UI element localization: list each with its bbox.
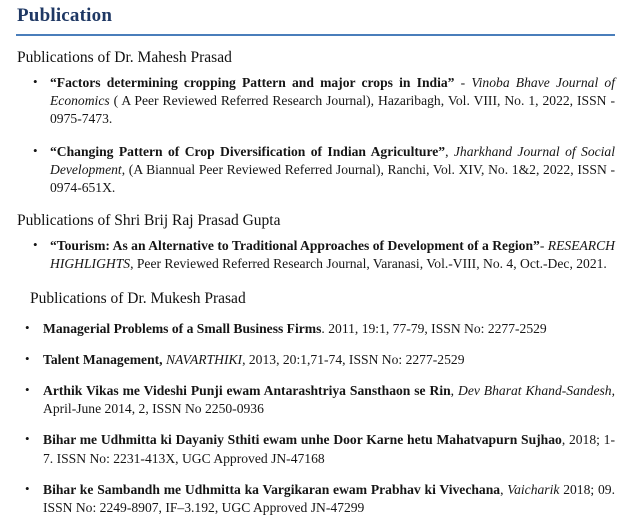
bullet-icon: • <box>25 382 30 398</box>
publication-section <box>16 289 615 518</box>
publication-item <box>16 143 615 198</box>
publication-text-bold: Managerial Problems of a Small Business Firms <box>43 320 322 336</box>
publication-text-regular: , <box>500 481 508 497</box>
publication-text-italic: RESEARCH HIGHLIGHTS <box>50 238 615 272</box>
publication-text-regular: , <box>445 143 454 159</box>
publication-text-regular: , (A Biannual Peer Reviewed Referred Journal), Ranchi, Vol. XIV, No. 1&2, 2022, ISSN - 0974-651X. <box>50 161 615 196</box>
publication-text-regular: . 2011, 19:1, 77-79, ISSN No: 2277-2529 <box>321 320 547 336</box>
publication-text-regular: , 2013, 20:1,71-74, ISSN No: 2277-2529 <box>242 351 465 367</box>
publication-text-bold: Bihar ke Sambandh me Udhmitta ka Vargikaran ewam Prabhav ki Vivechana <box>43 481 501 497</box>
publication-text-italic: Vaicharik <box>507 481 560 497</box>
bullet-icon: • <box>33 142 38 158</box>
bullet-icon: • <box>25 480 30 496</box>
publication-item <box>16 481 615 517</box>
publication-text-bold: Talent Management, <box>43 351 163 367</box>
publication-text-bold: “Changing Pattern of Crop Diversification of Indian Agriculture” <box>50 143 446 159</box>
publication-text-regular: - <box>539 238 548 254</box>
publication-text-regular: , April-June 2014, 2, ISSN No 2250-0936 <box>43 383 615 417</box>
publication-item <box>16 74 615 129</box>
publication-list <box>16 74 615 197</box>
publication-text-bold: Bihar me Udhmitta ki Dayaniy Sthiti ewam unhe Door Karne hetu Mahatvapurn Sujhao <box>43 432 562 448</box>
publication-text-italic: Jharkhand Journal of Social Development <box>50 143 615 177</box>
publication-item <box>16 320 615 338</box>
bullet-icon: • <box>33 74 38 89</box>
publication-section <box>16 48 615 197</box>
section-heading: Publications of Dr. Mukesh Prasad <box>30 289 246 307</box>
publication-list <box>16 237 615 273</box>
publication-text-bold: “Tourism: As an Alternative to Traditional Approaches of Development of a Region” <box>50 238 540 254</box>
bullet-icon: • <box>25 431 30 447</box>
publication-text-regular: ( A Peer Reviewed Referred Research Journal), Hazaribagh, Vol. VIII, No. 1, 2022, ISSN - 0975-7473. <box>50 93 615 127</box>
publication-item <box>16 351 615 369</box>
section-heading: Publications of Dr. Mahesh Prasad <box>17 49 232 66</box>
publication-text-regular: 2018; 09. ISSN No: 2249-8907, IF–3.192, UGC Approved JN-47299 <box>43 481 615 516</box>
bullet-icon: • <box>25 319 30 335</box>
publication-item <box>16 382 615 418</box>
publication-list <box>16 320 615 518</box>
publication-text-italic: Dev Bharat Khand-Sandesh <box>458 383 612 399</box>
publication-text-regular: , <box>450 383 458 399</box>
publication-text-regular: - <box>454 75 472 90</box>
bullet-icon: • <box>33 237 38 253</box>
publication-text-bold: Arthik Vikas me Videshi Punji ewam Antarashtriya Sansthaon se Rin <box>43 383 451 399</box>
publication-item <box>16 237 615 273</box>
publication-text-regular: , 2018; 1-7. ISSN No: 2231-413X, UGC Approved JN-47168 <box>43 432 615 466</box>
publication-text-italic: NAVARTHIKI <box>165 351 243 367</box>
publication-item <box>16 431 615 467</box>
publication-text-italic: Vinoba Bhave Journal of Economics <box>50 75 616 109</box>
section-heading: Publications of Shri Brij Raj Prasad Gupta <box>17 212 281 230</box>
sections <box>16 48 615 517</box>
publication-text-bold: “Factors determining cropping Pattern and major crops in India” <box>50 75 455 90</box>
bullet-icon: • <box>25 350 30 366</box>
publication-section <box>16 211 615 273</box>
page-title: Publication <box>16 5 615 36</box>
publication-text-regular: , Peer Reviewed Referred Research Journal, Varanasi, Vol.-VIII, No. 4, Oct.-Dec, 2021. <box>130 256 607 272</box>
